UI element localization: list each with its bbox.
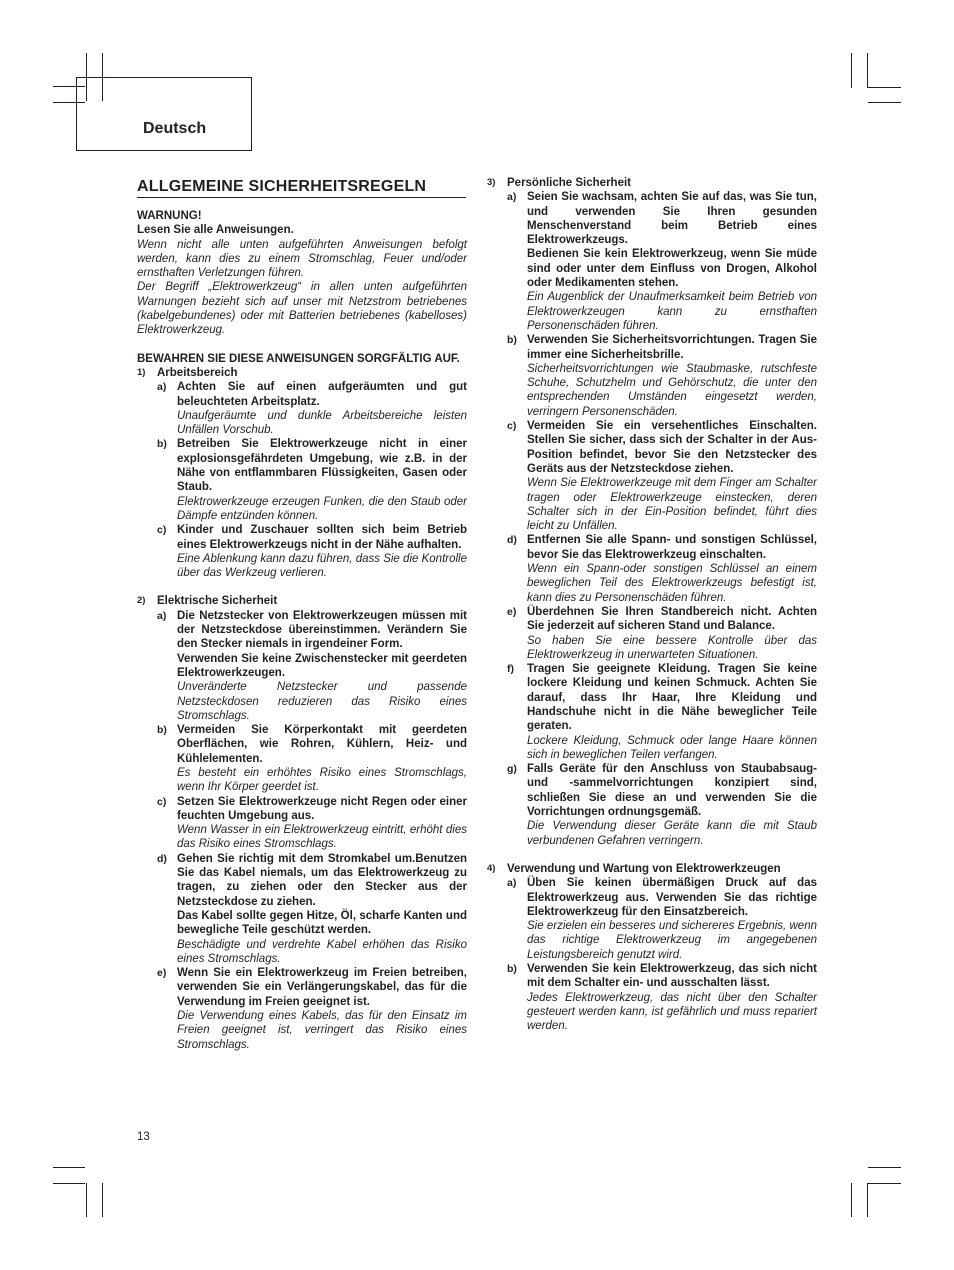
crop-mark	[102, 1183, 103, 1217]
rule-explanation: Unaufgeräumte und dunkle Arbeitsbereiche leisten Unfällen Vorschub.	[177, 409, 467, 437]
rule-instruction: Entfernen Sie alle Spann- und sonstigen Schlüssel, bevor Sie das Elektrowerkzeug einschalten.	[527, 534, 817, 561]
sections-left	[137, 366, 467, 1052]
rule-instruction: Wenn Sie ein Elektrowerkzeug im Freien betreiben, verwenden Sie ein Verlängerungskabel, das für die Verwendung im Freien geeignet ist.	[177, 967, 467, 1008]
rule-explanation: Die Verwendung dieser Geräte kann die mit Staub verbundenen Gefahren verringern.	[527, 820, 817, 847]
crop-mark	[53, 1183, 85, 1184]
rule-explanation: Wenn ein Spann-oder sonstigen Schlüssel an einem beweglichen Teil des Elektrowerkzeugs befestigt ist, kann dies zu Personenschäden führen.	[527, 563, 817, 604]
item-letter: a)	[157, 609, 167, 622]
rule-explanation: Jedes Elektrowerkzeug, das nicht über den Schalter gesteuert werden kann, ist gefährlich und muss repariert werden.	[527, 991, 817, 1033]
section-title: Arbeitsbereich	[157, 366, 238, 379]
item-letter: a)	[507, 877, 517, 890]
rule-instruction: Die Netzstecker von Elektrowerkzeugen müssen mit der Netzsteckdose übereinstimmen. Verändern Sie den Stecker niemals in irgendeiner Form.	[177, 609, 467, 651]
rule-instruction: Verwenden Sie kein Elektrowerkzeug, das sich nicht mit dem Schalter ein- und ausschalten lässt.	[527, 963, 817, 990]
rule-item	[487, 662, 817, 762]
rule-item	[137, 966, 467, 1052]
rule-instruction: Tragen Sie geeignete Kleidung. Tragen Sie keine lockere Kleidung und keinen Schmuck. Achten Sie darauf, dass Ihr Haar, Ihre Kleidung und Handschuhe nicht in die Nähe beweglicher Teile geraten.	[527, 663, 817, 733]
rule-item	[487, 876, 817, 962]
language-tab	[76, 77, 252, 151]
item-letter: b)	[507, 334, 517, 347]
section	[137, 594, 467, 1052]
rule-item	[137, 380, 467, 437]
rule-explanation: Beschädigte und verdrehte Kabel erhöhen das Risiko eines Stromschlags.	[177, 938, 467, 965]
section-heading	[487, 176, 817, 190]
page-title: ALLGEMEINE SICHERHEITSREGELN	[137, 178, 466, 198]
crop-mark	[867, 1183, 868, 1217]
rule-instruction: Achten Sie auf einen aufgeräumten und gut beleuchteten Arbeitsplatz.	[177, 381, 467, 408]
section-number: 1)	[137, 366, 146, 378]
rule-instruction: Überdehnen Sie Ihren Standbereich nicht. Achten Sie jederzeit auf sicheren Stand und Balance.	[527, 605, 817, 633]
rule-explanation: Sicherheitsvorrichtungen wie Staubmaske, rutschfeste Schuhe, Schutzhelm und Gehörschutz, die unter den entsprechenden Umständen eingesetzt werden, verringern Personenschäden.	[527, 362, 817, 418]
rule-item	[137, 723, 467, 794]
item-letter: d)	[507, 534, 517, 547]
warning-heading: WARNUNG!	[137, 210, 202, 222]
item-letter: b)	[507, 963, 517, 976]
rule-instruction: Vermeiden Sie ein versehentliches Einschalten. Stellen Sie sicher, dass sich der Schalter in der Aus-Position befindet, bevor Sie den Netzstecker des Geräts aus der Netzsteckdose ziehen.	[527, 420, 817, 475]
rule-instruction: Betreiben Sie Elektrowerkzeuge nicht in einer explosionsgefährdeten Umgebung, wie z.B. in der Nähe von entflammbaren Flüssigkeiten, Gasen oder Staub.	[177, 438, 467, 494]
rule-instruction: Bedienen Sie kein Elektrowerkzeug, wenn Sie müde sind oder unter dem Einfluss von Drogen, Alkohol oder Medikamenten stehen.	[527, 248, 817, 290]
section-heading	[487, 862, 817, 876]
rule-explanation: Die Verwendung eines Kabels, das für den Einsatz im Freien geeignet ist, verringert das Risiko eines Stromschlags.	[177, 1010, 467, 1051]
item-letter: d)	[157, 852, 167, 865]
rule-item	[137, 795, 467, 852]
crop-mark	[867, 53, 868, 88]
rule-explanation: Wenn Sie Elektrowerkzeuge mit dem Finger am Schalter tragen oder Elektrowerkzeuge einstecken, deren Schalter sich in der Ein-Position befindet, führt dies leicht zu Unfällen.	[527, 477, 817, 533]
rule-instruction: Verwenden Sie keine Zwischenstecker mit geerdeten Elektrowerkzeugen.	[177, 652, 467, 679]
crop-mark	[868, 1167, 901, 1168]
section-title: Elektrische Sicherheit	[157, 595, 278, 608]
item-letter: f)	[507, 663, 514, 676]
rule-explanation: Elektrowerkzeuge erzeugen Funken, die den Staub oder Dämpfe entzünden können.	[177, 495, 467, 522]
rule-explanation: Eine Ablenkung kann dazu führen, dass Sie die Kontrolle über das Werkzeug verlieren.	[177, 552, 467, 580]
item-letter: e)	[157, 967, 167, 980]
item-letter: b)	[157, 724, 167, 737]
item-letter: a)	[507, 191, 517, 204]
rule-instruction: Kinder und Zuschauer sollten sich beim Betrieb eines Elektrowerkzeugs nicht in der Nähe aufhalten.	[177, 524, 467, 551]
read-all-instruction: Lesen Sie alle Anweisungen.	[137, 224, 294, 237]
rule-item	[137, 523, 467, 580]
rule-explanation: Unveränderte Netzstecker und passende Netzsteckdosen reduzieren das Risiko eines Stromschlags.	[177, 681, 467, 722]
rule-instruction: Seien Sie wachsam, achten Sie auf das, was Sie tun, und verwenden Sie Ihren gesunden Menschenverstand beim Betrieb eines Elektrowerkzeugs.	[527, 191, 817, 247]
section-number: 2)	[137, 595, 146, 607]
item-letter: c)	[507, 420, 517, 433]
rule-item	[137, 609, 467, 723]
sections-right	[487, 176, 817, 1034]
rule-explanation: Wenn Wasser in ein Elektrowerkzeug eintritt, erhöht dies das Risiko eines Stromschlags.	[177, 824, 467, 851]
crop-mark	[868, 102, 901, 103]
crop-mark	[86, 1183, 87, 1217]
rule-item	[487, 962, 817, 1033]
section-title: Persönliche Sicherheit	[507, 177, 631, 189]
rule-explanation: Lockere Kleidung, Schmuck oder lange Haare können sich in beweglichen Teilen verfangen.	[527, 734, 817, 761]
rule-explanation: Sie erzielen ein besseres und sichereres Ergebnis, wenn das richtige Elektrowerkzeug im angegebenen Leistungsbereich genutzt wird.	[527, 920, 817, 961]
rule-explanation: Es besteht ein erhöhtes Risiko eines Stromschlags, wenn Ihr Körper geerdet ist.	[177, 766, 467, 794]
rule-item	[487, 762, 817, 848]
crop-mark	[851, 1183, 852, 1217]
section-number: 4)	[487, 862, 496, 874]
crop-mark	[851, 53, 852, 88]
rule-instruction: Vermeiden Sie Körperkontakt mit geerdeten Oberflächen, wie Rohren, Kühlern, Heiz- und Kühlelementen.	[177, 724, 467, 765]
rule-item	[487, 333, 817, 419]
definition-text: Der Begriff „Elektrowerkzeug“ in allen unten aufgeführten Warnungen bezieht sich auf unser mit Netzstrom betriebenes (kabelgebundenes) oder mit Batterien betriebenes (kabelloses) Elektrowerkzeug.	[137, 281, 467, 337]
rule-explanation: Ein Augenblick der Unaufmerksamkeit beim Betrieb von Elektrowerkzeugen kann zu ernsthaften Personenschäden führen.	[527, 291, 817, 332]
rule-item	[487, 533, 817, 604]
rule-item	[487, 190, 817, 333]
item-letter: g)	[507, 763, 517, 776]
rule-instruction: Gehen Sie richtig mit dem Stromkabel um.Benutzen Sie das Kabel niemals, um das Elektrowerkzeug zu tragen, zu ziehen oder den Stecker aus der Netzsteckdose zu ziehen.	[177, 852, 467, 908]
warning-text: Wenn nicht alle unten aufgeführten Anweisungen befolgt werden, kann dies zu einem Stromschlag, Feuer und/oder ernsthaften Verletzungen führen.	[137, 238, 467, 280]
section	[487, 862, 817, 1034]
section-heading	[137, 594, 467, 608]
rule-instruction: Üben Sie keinen übermäßigen Druck auf das Elektrowerkzeug aus. Verwenden Sie das richtige Elektrowerkzeug für den Einsatzbereich.	[527, 877, 817, 918]
language-label: Deutsch	[143, 120, 207, 137]
item-letter: c)	[157, 524, 167, 537]
column-right	[487, 176, 817, 1034]
rule-item	[487, 419, 817, 533]
rule-item	[137, 437, 467, 523]
rule-instruction: Falls Geräte für den Anschluss von Staubabsaug- und -sammelvorrichtungen konzipiert sind, schließen Sie diese an und verwenden Sie die Vorrichtungen ordnungsgemäß.	[527, 763, 817, 819]
keep-instructions-notice: BEWAHREN SIE DIESE ANWEISUNGEN SORGFÄLTIG AUF.	[137, 352, 460, 365]
rule-item	[487, 605, 817, 662]
crop-mark	[868, 1183, 901, 1184]
section-heading	[137, 366, 467, 380]
item-letter: e)	[507, 605, 517, 618]
crop-mark	[867, 87, 901, 88]
item-letter: c)	[157, 795, 167, 808]
rule-instruction: Das Kabel sollte gegen Hitze, Öl, scharfe Kanten und bewegliche Teile geschützt werden.	[177, 909, 467, 937]
section-number: 3)	[487, 177, 496, 188]
crop-mark	[53, 1167, 85, 1168]
item-letter: a)	[157, 381, 167, 394]
page-number: 13	[137, 1131, 150, 1143]
rule-instruction: Setzen Sie Elektrowerkzeuge nicht Regen oder einer feuchten Umgebung aus.	[177, 795, 467, 822]
section-title: Verwendung und Wartung von Elektrowerkzeugen	[507, 862, 781, 875]
section	[487, 176, 817, 848]
rule-instruction: Verwenden Sie Sicherheitsvorrichtungen. Tragen Sie immer eine Sicherheitsbrille.	[527, 334, 817, 361]
column-left	[137, 209, 467, 1052]
section	[137, 366, 467, 580]
rule-explanation: So haben Sie eine bessere Kontrolle über das Elektrowerkzeug in unerwarteten Situationen.	[527, 634, 817, 661]
rule-item	[137, 852, 467, 966]
item-letter: b)	[157, 438, 167, 451]
